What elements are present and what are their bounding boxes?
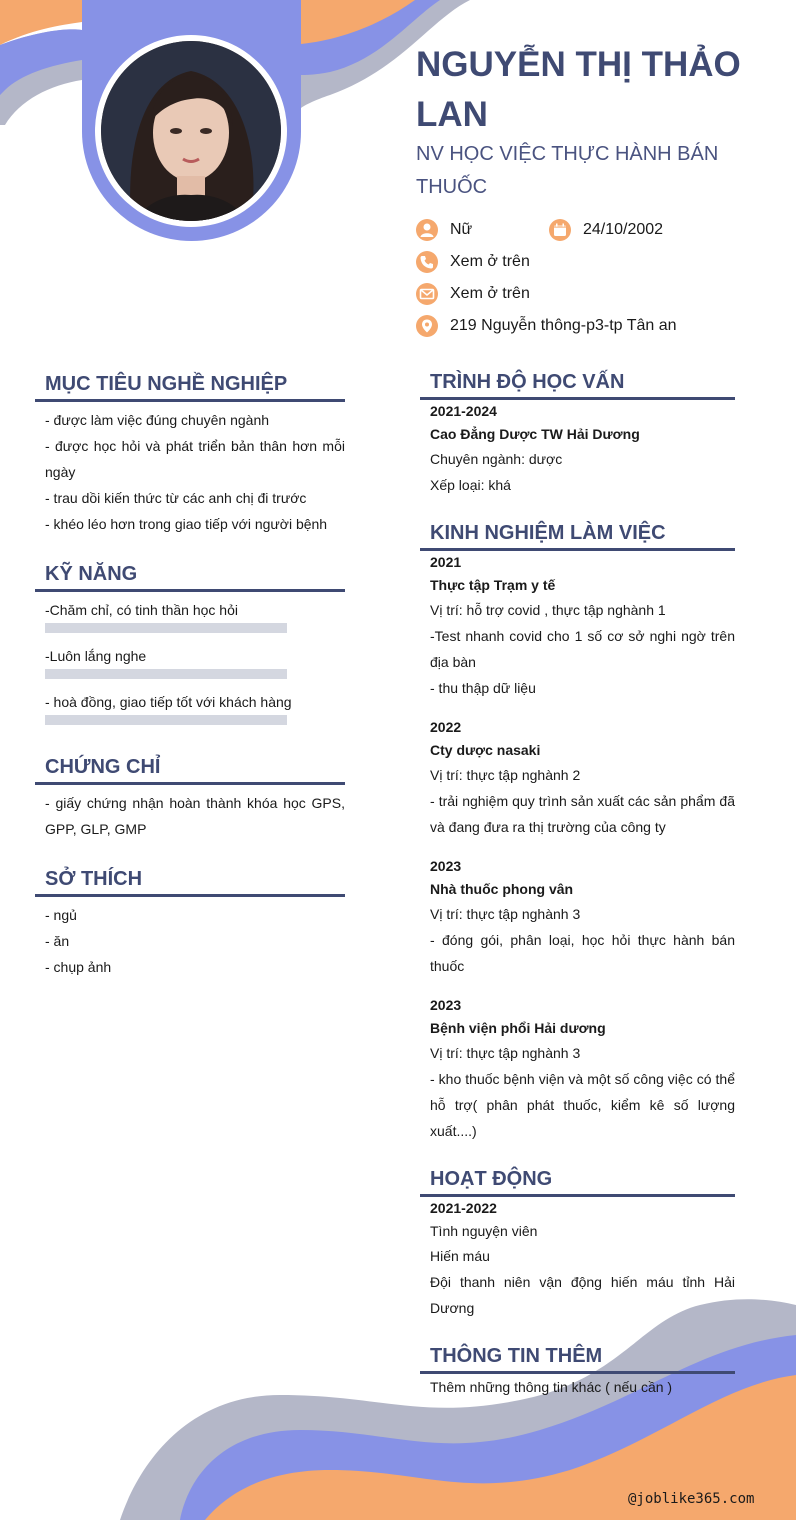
job-detail: - kho thuốc bệnh viện và một số công việc có thể hỗ trợ( phân phát thuốc, kiểm kê số lượng xuất....) — [430, 1071, 735, 1139]
job-position: Vị trí: thực tập nghành 3 — [430, 906, 581, 922]
phone-value: Xem ở trên — [450, 253, 530, 270]
objective-divider — [35, 399, 345, 402]
avatar — [101, 41, 281, 221]
phone-icon — [416, 251, 438, 273]
job-detail: - đóng gói, phân loại, học hỏi thực hành bán thuốc — [430, 932, 735, 974]
activities-title: HOẠT ĐỘNG — [430, 1168, 553, 1190]
additional-text: Thêm những thông tin khác ( nếu cần ) — [430, 1379, 673, 1395]
experience-title: KINH NGHIỆM LÀM VIỆC — [430, 522, 666, 544]
job-company: Bệnh viện phổi Hải dương — [430, 1020, 606, 1036]
skill-label: - hoà đồng, giao tiếp tốt với khách hàng — [45, 694, 292, 710]
education-school: Cao Đẳng Dược TW Hải Dương — [430, 426, 640, 442]
skill-bar — [45, 715, 287, 725]
education-major: Chuyên ngành: dược — [430, 451, 563, 467]
objective-title: MỤC TIÊU NGHỀ NGHIỆP — [45, 373, 288, 395]
objective-line: - được làm việc đúng chuyên ngành — [45, 412, 270, 428]
candidate-name: NGUYỄN THỊ THẢO LAN — [416, 45, 741, 134]
certificates-title: CHỨNG CHỈ — [45, 756, 161, 778]
job-position: Vị trí: thực tập nghành 3 — [430, 1045, 581, 1061]
additional-title: THÔNG TIN THÊM — [430, 1345, 603, 1367]
job-position: Vị trí: hỗ trợ covid , thực tập nghành 1 — [430, 602, 666, 618]
job-detail: -Test nhanh covid cho 1 số cơ sở nghi ngờ trên địa bàn — [430, 628, 735, 670]
hobby-item: - ngủ — [45, 907, 77, 923]
objective-line: - khéo léo hơn trong giao tiếp với người bệnh — [45, 516, 328, 532]
calendar-icon — [549, 219, 571, 241]
skill-bar — [45, 669, 287, 679]
hobbies-title: SỞ THÍCH — [45, 868, 143, 890]
hobby-item: - chụp ảnh — [45, 959, 112, 975]
activity-line: Hiến máu — [430, 1248, 490, 1264]
job-year: 2022 — [430, 719, 462, 735]
job-company: Nhà thuốc phong vân — [430, 881, 574, 897]
objective-line: - trau dồi kiến thức từ các anh chị đi trước — [45, 490, 307, 506]
skills-divider — [35, 589, 345, 592]
job-company: Thực tập Trạm y tế — [430, 577, 556, 593]
activity-line: Đội thanh niên vận động hiến máu tỉnh Hải Dương — [430, 1274, 735, 1316]
objective-line: - được học hỏi và phát triển bản thân hơn mỗi ngày — [45, 438, 345, 480]
hobby-item: - ăn — [45, 933, 70, 949]
address-value: 219 Nguyễn thông-p3-tp Tân an — [450, 317, 677, 334]
job-year: 2023 — [430, 858, 462, 874]
activity-line: Tình nguyện viên — [430, 1223, 538, 1239]
job-position: Vị trí: thực tập nghành 2 — [430, 767, 581, 783]
certificates-divider — [35, 782, 345, 785]
birthday-value: 24/10/2002 — [583, 221, 664, 238]
education-period: 2021-2024 — [430, 403, 497, 419]
person-icon — [416, 219, 438, 241]
skill-label: -Luôn lắng nghe — [45, 648, 147, 664]
job-year: 2021 — [430, 554, 462, 570]
job-detail: - trải nghiệm quy trình sản xuất các sản phẩm đã và đang đưa ra thị trường của công ty — [430, 793, 735, 835]
location-icon — [416, 315, 438, 337]
hobbies-divider — [35, 894, 345, 897]
activity-period: 2021-2022 — [430, 1200, 497, 1216]
job-year: 2023 — [430, 997, 462, 1013]
skills-title: KỸ NĂNG — [45, 563, 138, 585]
skill-bar — [45, 623, 287, 633]
gender-value: Nữ — [450, 221, 473, 238]
job-title: NV HỌC VIỆC THỰC HÀNH BÁN THUỐC — [416, 143, 719, 198]
job-detail: - thu thập dữ liệu — [430, 680, 536, 696]
email-value: Xem ở trên — [450, 285, 530, 302]
watermark: @joblike365.com — [628, 1491, 755, 1507]
job-company: Cty dược nasaki — [430, 742, 541, 758]
education-rank: Xếp loại: khá — [430, 477, 511, 493]
education-title: TRÌNH ĐỘ HỌC VẤN — [430, 371, 625, 393]
certificates-text: - giấy chứng nhận hoàn thành khóa học GPS, GPP, GLP, GMP — [45, 795, 345, 837]
skill-label: -Chăm chỉ, có tinh thần học hỏi — [45, 602, 238, 618]
email-icon — [416, 283, 438, 305]
